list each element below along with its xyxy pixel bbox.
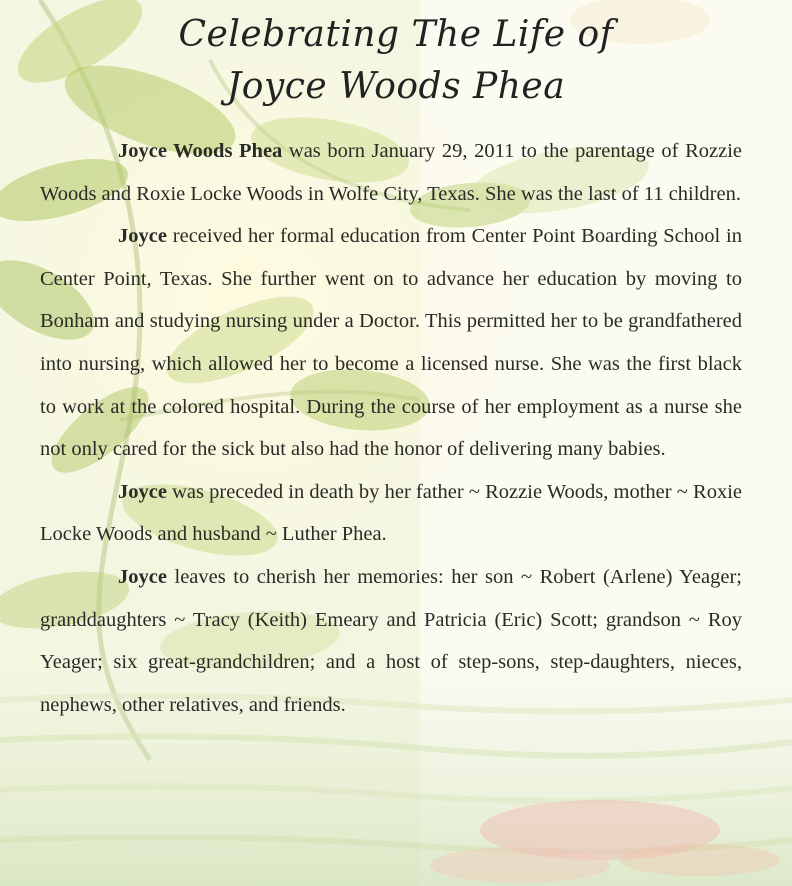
paragraph-education: [40, 215, 742, 471]
paragraph-lead: Joyce: [118, 225, 167, 248]
heading-line-1: Celebrating The Life of: [178, 14, 614, 55]
paragraph-text: was preceded in death by her father ~ Rozzie Woods, mother ~ Roxie Locke Woods and husband ~ Luther Phea.: [40, 480, 742, 546]
obituary-body: [40, 130, 742, 726]
paragraph-lead: Joyce: [118, 480, 167, 503]
paragraph-text: received her formal education from Center Point Boarding School in Center Point, Texas. She further went on to advance her education by moving to Bonham and studying nursing under a Doctor. This permitted her to be grandfathered into nursing, which allowed her to become a licensed nurse. She was the first black to work at the colored hospital. During the course of her employment as a nurse she not only cared for the sick but also had the honor of delivering many babies.: [40, 225, 742, 461]
heading-line-2: Joyce Woods Phea: [226, 66, 566, 107]
paragraph-survivors: [40, 556, 742, 726]
paragraph-text: leaves to cherish her memories: her son ~ Robert (Arlene) Yeager; granddaughters ~ Tracy (Keith) Emeary and Patricia (Eric) Scott; grandson ~ Roy Yeager; six great-grandchildren; and a host of step-sons, step-daughters, nieces, nephews, other relatives, and friends.: [40, 565, 742, 716]
paragraph-preceded: [40, 471, 742, 556]
paragraph-text: was born January 29, 2011 to the parentage of Rozzie Woods and Roxie Locke Woods in Wolfe City, Texas. She was the last of 11 children.: [40, 140, 742, 205]
paragraph-lead: Joyce Woods Phea: [118, 140, 283, 162]
paragraph-lead: Joyce: [118, 565, 167, 588]
paragraph-birth: [40, 130, 742, 215]
